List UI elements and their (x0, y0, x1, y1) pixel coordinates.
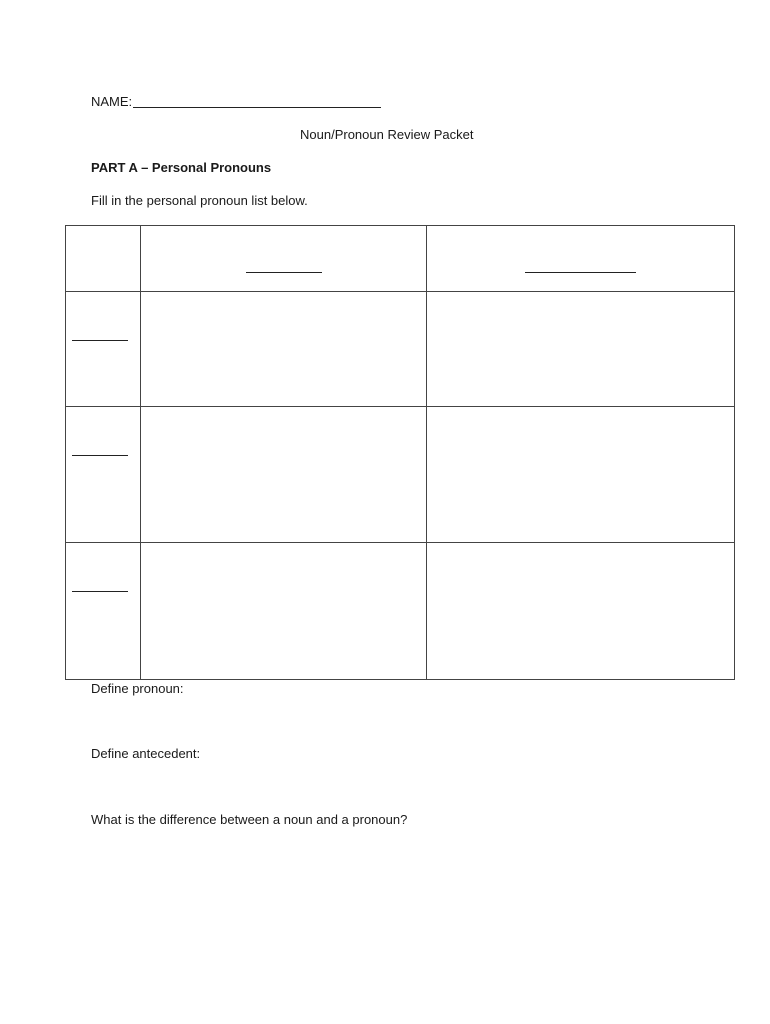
row-label-blank[interactable] (72, 340, 128, 341)
table-border-top (65, 225, 735, 226)
define-pronoun-prompt: Define pronoun: (91, 681, 184, 696)
table-cell[interactable] (427, 292, 733, 405)
column-header-blank[interactable] (525, 272, 636, 273)
row-label-blank[interactable] (72, 455, 128, 456)
table-border-right (734, 225, 735, 679)
row-label-blank[interactable] (72, 591, 128, 592)
page-title: Noun/Pronoun Review Packet (300, 127, 474, 142)
define-antecedent-prompt: Define antecedent: (91, 746, 201, 761)
table-cell[interactable] (427, 543, 733, 678)
column-header-blank[interactable] (246, 272, 322, 273)
table-cell[interactable] (141, 543, 425, 678)
noun-pronoun-difference-prompt: What is the difference between a noun and a pronoun? (91, 812, 408, 827)
part-a-heading: PART A – Personal Pronouns (91, 160, 272, 175)
table-border-bottom (65, 679, 735, 680)
part-a-instruction: Fill in the personal pronoun list below. (91, 193, 308, 208)
name-blank-line[interactable] (133, 107, 381, 108)
table-cell[interactable] (141, 407, 425, 541)
table-cell[interactable] (141, 292, 425, 405)
name-label: NAME: (91, 94, 133, 109)
table-cell[interactable] (427, 407, 733, 541)
table-border-left (65, 225, 66, 679)
